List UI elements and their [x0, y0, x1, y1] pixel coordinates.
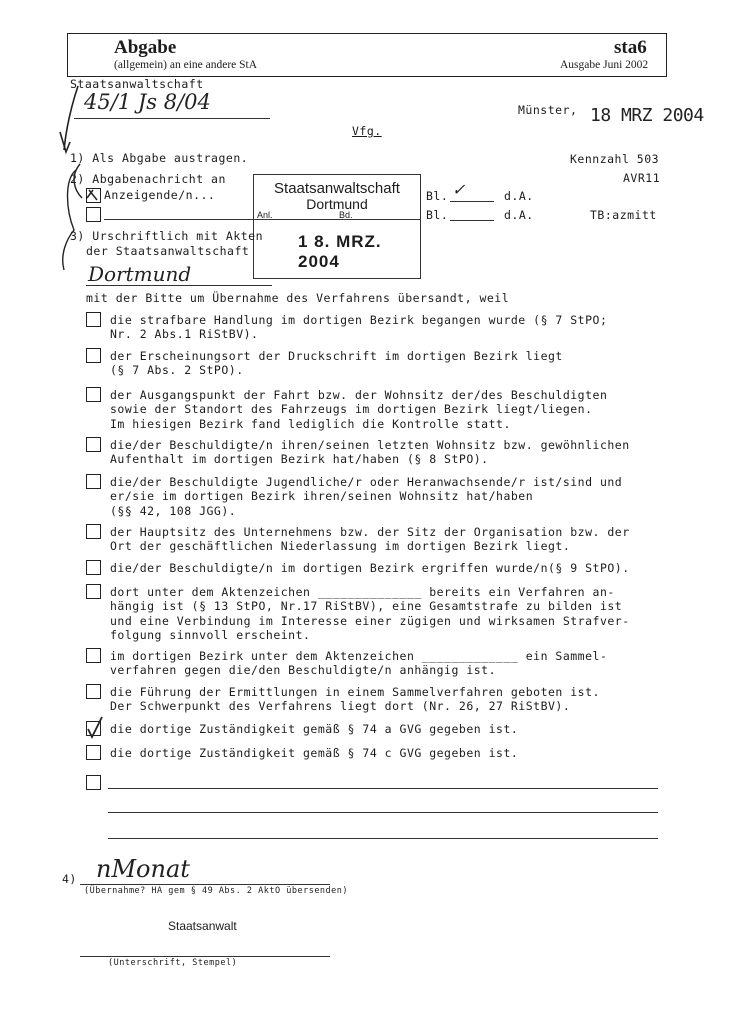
- stamp-line-2: Dortmund: [306, 196, 368, 212]
- other-line-1: [108, 788, 658, 789]
- date-stamp-top: 18 MRZ 2004: [590, 105, 704, 126]
- authority-label: Staatsanwaltschaft: [70, 77, 204, 91]
- blank-recipient-line: [104, 219, 254, 220]
- file-number-line: [74, 118, 270, 119]
- reason-checkbox-6[interactable]: [86, 524, 101, 539]
- option-anzeigende: Anzeigende/n...: [104, 188, 216, 202]
- item-2-label: 2) Abgabenachricht an: [70, 172, 226, 186]
- bl-line-1: [450, 201, 494, 202]
- reason-2: der Erscheinungsort der Druckschrift im dortigen Bezirk liegt (§ 7 Abs. 2 StPO).: [110, 349, 563, 378]
- place-label: Münster,: [518, 103, 578, 117]
- reason-6: der Hauptsitz des Unternehmens bzw. der Sitz der Organisation bzw. der Ort der geschäftlichen Niederlassung im dortigen Bezirk liegt.: [110, 525, 630, 554]
- reason-checkbox-4[interactable]: [86, 437, 101, 452]
- reason-checkbox-2[interactable]: [86, 348, 101, 363]
- item-4-number: 4): [62, 872, 77, 886]
- item-1-text: 1) Als Abgabe austragen.: [70, 151, 249, 165]
- da-label-1: d.A.: [504, 189, 534, 203]
- city-line: [86, 285, 272, 286]
- reason-7: die/der Beschuldigte/n im dortigen Bezirk ergriffen wurde/n(§ 9 StPO).: [110, 561, 630, 575]
- reason-4: die/der Beschuldigte/n ihren/seinen letzten Wohnsitz bzw. gewöhnlichen Aufenthalt im dortigen Bezirk hat/haben (§ 8 StPO).: [110, 438, 630, 467]
- tb-code: TB:azmitt: [590, 208, 657, 222]
- form-edition: Ausgabe Juni 2002: [560, 59, 649, 71]
- reason-3: der Ausgangspunkt der Fahrt bzw. der Wohnsitz der/des Beschuldigten sowie der Standort des Fahrzeugs im dortigen Bezirk liegt/liegen. Im hiesigen Bezirk fand lediglich die Kontrolle statt.: [110, 388, 608, 431]
- form-code: sta6: [614, 37, 647, 58]
- handwritten-city: Dortmund: [88, 262, 192, 286]
- item-4-handwritten: nMonat: [96, 855, 190, 883]
- item-3-label: 3) Urschriftlich mit Akten: [70, 229, 264, 243]
- signature-line: [80, 956, 330, 957]
- stamp-divider: [254, 219, 420, 220]
- reason-checkbox-11[interactable]: [86, 721, 101, 736]
- signature-caption: (Unterschrift, Stempel): [108, 958, 238, 968]
- reason-checkbox-5[interactable]: [86, 474, 101, 489]
- item-4-line: [80, 884, 330, 885]
- reason-checkbox-3[interactable]: [86, 387, 101, 402]
- received-stamp: [253, 174, 421, 279]
- checkbox-blank-recipient[interactable]: [86, 207, 101, 222]
- form-subtitle: (allgemein) an eine andere StA: [114, 59, 258, 71]
- checkbox-anzeigende[interactable]: [86, 188, 101, 203]
- intro-text: mit der Bitte um Übernahme des Verfahrens übersandt, weil: [86, 291, 510, 305]
- vfg-label: Vfg.: [352, 124, 382, 138]
- reason-9: im dortigen Bezirk unter dem Aktenzeichen _____________ ein Sammel- verfahren gegen die/den Beschuldigte/n anhängig ist.: [110, 649, 608, 678]
- reason-checkbox-12[interactable]: [86, 745, 101, 760]
- reason-1: die strafbare Handlung im dortigen Bezirk begangen wurde (§ 7 StPO; Nr. 2 Abs.1 RiStBV).: [110, 313, 608, 342]
- reason-checkbox-9[interactable]: [86, 648, 101, 663]
- stamp-anl: Anl.: [257, 210, 273, 220]
- bl-label-2: Bl.: [426, 208, 449, 222]
- reason-checkbox-8[interactable]: [86, 584, 101, 599]
- bl-line-2: [450, 220, 494, 221]
- avr-code: AVR11: [623, 171, 661, 185]
- stamp-bd: Bd.: [339, 210, 353, 220]
- da-label-2: d.A.: [504, 208, 534, 222]
- form-title: Abgabe: [114, 37, 177, 58]
- signature-title: Staatsanwalt: [168, 919, 237, 933]
- bl-handwritten: ✓: [452, 180, 466, 199]
- file-number-handwritten: 45/1 Js 8/04: [84, 90, 211, 114]
- kennzahl: Kennzahl 503: [570, 152, 660, 166]
- stamp-line-1: Staatsanwaltschaft: [274, 180, 400, 197]
- other-line-2: [108, 812, 658, 813]
- stamp-date: 1 8. MRZ. 2004: [298, 232, 382, 271]
- bl-label-1: Bl.: [426, 189, 449, 203]
- reason-checkbox-other[interactable]: [86, 775, 101, 790]
- reason-checkbox-7[interactable]: [86, 560, 101, 575]
- other-line-3: [108, 838, 658, 839]
- reason-10: die Führung der Ermittlungen in einem Sammelverfahren geboten ist. Der Schwerpunkt des Verfahrens liegt dort (Nr. 26, 27 RiStBV).: [110, 685, 600, 714]
- reason-8: dort unter dem Aktenzeichen ______________ bereits ein Verfahren an- hängig ist (§ 13 StPO, Nr.17 RiStBV), eine Gesamtstrafe zu bilden ist und eine Verbindung im Interesse einer zügigen und wirksamen Strafver- folgung sinnvoll erscheint.: [110, 585, 630, 643]
- reason-checkbox-10[interactable]: [86, 684, 101, 699]
- item-3-sub: der Staatsanwaltschaft: [86, 244, 250, 258]
- reason-5: die/der Beschuldigte Jugendliche/r oder Heranwachsende/r ist/sind und er/sie im dortigen Bezirk ihren/seinen Wohnsitz hat/haben (§§ 42, 108 JGG).: [110, 475, 623, 518]
- reason-checkbox-1[interactable]: [86, 312, 101, 327]
- item-4-caption: (Übernahme? HA gem § 49 Abs. 2 AktO übersenden): [84, 886, 349, 896]
- reason-12: die dortige Zuständigkeit gemäß § 74 c GVG gegeben ist.: [110, 746, 519, 760]
- reason-11: die dortige Zuständigkeit gemäß § 74 a GVG gegeben ist.: [110, 722, 519, 736]
